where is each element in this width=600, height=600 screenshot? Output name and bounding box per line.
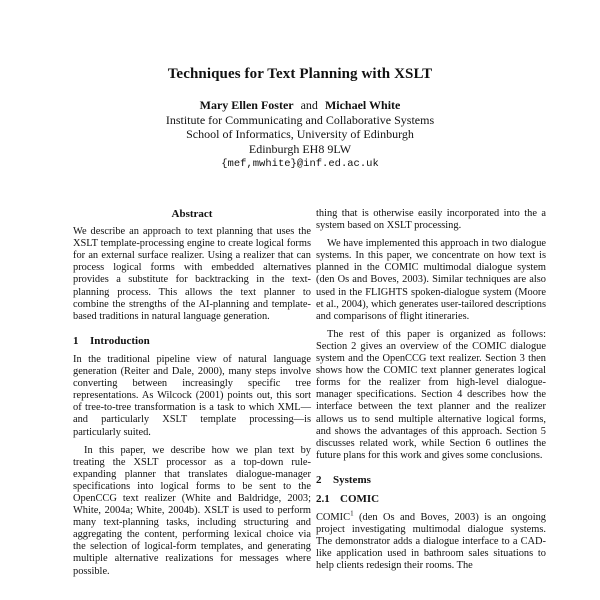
- author-names: [0, 98, 600, 113]
- paper-title: Techniques for Text Planning with XSLT: [167, 66, 433, 82]
- right-paragraph-1: thing that is otherwise easily incorporated into the a system based on XSLT processing.: [316, 208, 546, 232]
- author-name-2: Michael White: [324, 98, 401, 112]
- comic-paragraph-text: (den Os and Boves, 2003) is an ongoing project investigating multimodal dialogue systems. The demonstrator adds a dialogue interface to a CAD-like application used in bathroom sales situations to help clients redesign their rooms. The: [316, 512, 546, 572]
- affiliation-school: School of Informatics, University of Edinburgh: [186, 127, 414, 142]
- comic-paragraph: [316, 509, 546, 572]
- section-1-number: 1: [73, 334, 79, 347]
- section-2-heading: [316, 474, 546, 486]
- section-2-title: Systems: [333, 473, 371, 486]
- right-column: [316, 208, 546, 579]
- section-1-title: Introduction: [90, 334, 150, 347]
- right-paragraph-3: The rest of this paper is organized as follows: Section 2 gives an overview of the COMIC dialogue system and the OpenCCG text realizer. Section 3 then shows how the COMIC text planner generates logical forms for the realizer from high-level dialogue-manager specifications. Section 4 describes how the interface between the text planner and the realizer allows us to send multiple alternative logical forms, and shows the advantages of this approach. Section 5 discusses related work, while Section 6 outlines the future plans for this work and gives some conclusions.: [316, 328, 546, 461]
- section-2-number: 2: [316, 473, 322, 486]
- author-email: {mef,mwhite}@inf.ed.ac.uk: [221, 157, 379, 170]
- affiliation-city: Edinburgh: [248, 142, 300, 157]
- affiliation-address: [0, 142, 600, 157]
- subsection-2-1-heading: [316, 493, 546, 505]
- affiliation-postcode: EH8 9LW: [302, 142, 352, 157]
- footnote-marker: 1: [350, 509, 354, 518]
- author-block: [0, 98, 600, 172]
- subsection-2-1-number: 2.1: [316, 492, 330, 505]
- abstract-heading: Abstract: [171, 208, 213, 220]
- author-conjunction: and: [300, 98, 318, 112]
- abstract-text: We describe an approach to text planning that uses the XSLT template-processing engine to create logical forms for an external surface realizer. Using a realizer that can process logical forms with embedded alternatives provides a substitute for backtracking in the text-planning process. This allows the text planner to combine the strengths of the AI-planning and template-based traditions in natural language generation.: [73, 226, 311, 322]
- intro-paragraph-2: In this paper, we describe how we plan text by treating the XSLT processor as a top-down rule-expanding planner that translates dialogue-manager specifications into logical forms to be sent to the OpenCCG text realizer (White and Baldridge, 2003; White, 2004a; White, 2004b). XSLT is used to perform many text-planning tasks, including structuring and aggregating the content, performing lexical choice via the selection of logical-form templates, and generating multiple alternative realizations for messages where possible.: [73, 444, 311, 577]
- left-column: [73, 208, 311, 584]
- affiliation-institute: Institute for Communicating and Collaborative Systems: [165, 112, 435, 127]
- section-1-heading: [73, 335, 311, 347]
- comic-word: COMIC: [316, 512, 351, 524]
- subsection-2-1-title: COMIC: [340, 492, 380, 505]
- right-paragraph-2: We have implemented this approach in two dialogue systems. In this paper, we concentrate on how text is planned in the COMIC multimodal dialogue system (den Os and Boves, 2003). Similar techniques are also used in the FLIGHTS spoken-dialogue system (Moore et al., 2004), which generates user-tailored descriptions and comparisons of flight itineraries.: [316, 238, 546, 322]
- author-name-1: Mary Ellen Foster: [199, 98, 294, 112]
- intro-paragraph-1: In the traditional pipeline view of natural language generation (Reiter and Dale, 2000), many steps involve converting between increasingly specific tree representations. As Wilcock (2001) points out, this sort of tree-to-tree transformation is a task to which XML—and particularly XSLT template processing—is particularly suited.: [73, 353, 311, 438]
